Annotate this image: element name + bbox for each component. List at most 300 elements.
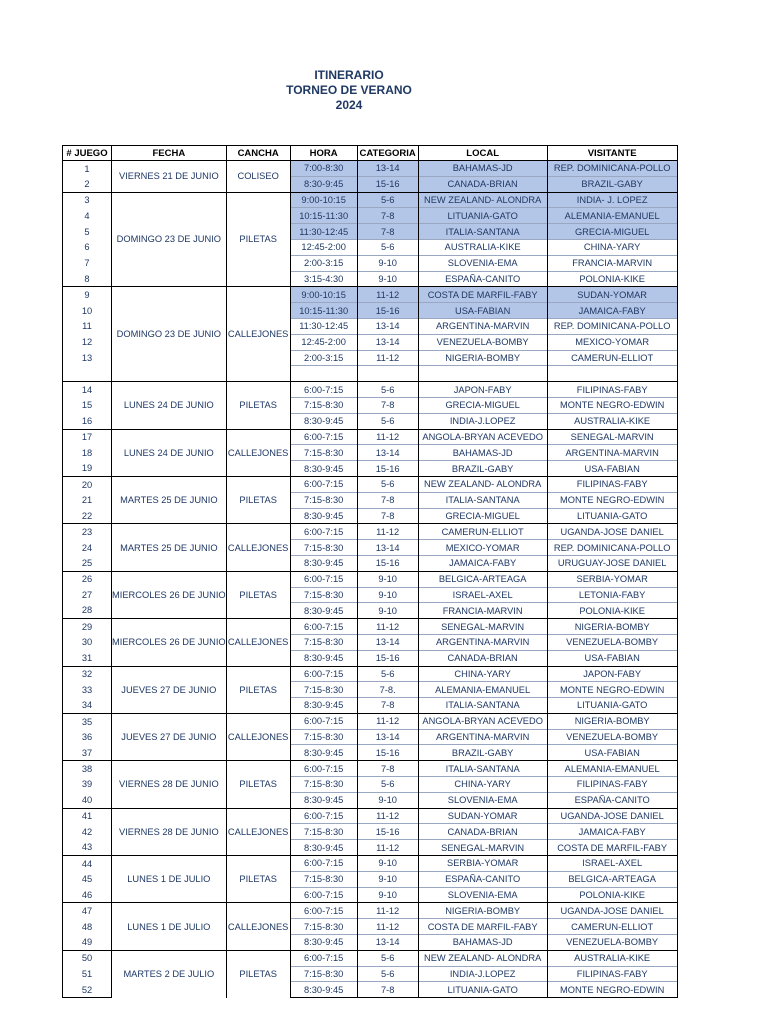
date-cell: LUNES 1 DE JULIO bbox=[112, 856, 227, 903]
local-team-cell: LITUANIA-GATO bbox=[418, 208, 547, 224]
game-number-cell: 42 bbox=[63, 824, 112, 840]
time-cell: 7:15-8:30 bbox=[290, 824, 357, 840]
local-team-cell: SUDAN-YOMAR bbox=[418, 808, 547, 824]
visitor-team-cell: POLONIA-KIKE bbox=[547, 603, 677, 619]
time-cell: 8:30-9:45 bbox=[290, 413, 357, 429]
local-team-cell: JAPON-FABY bbox=[418, 382, 547, 398]
game-number-cell: 18 bbox=[63, 445, 112, 461]
time-cell: 6:00-7:15 bbox=[290, 903, 357, 919]
game-number-cell: 16 bbox=[63, 413, 112, 429]
category-cell: 11-12 bbox=[357, 903, 418, 919]
time-cell: 7:15-8:30 bbox=[290, 777, 357, 793]
local-team-cell: COSTA DE MARFIL-FABY bbox=[418, 919, 547, 935]
game-number-cell: 28 bbox=[63, 603, 112, 619]
schedule-body bbox=[63, 161, 678, 998]
local-team-cell: NIGERIA-BOMBY bbox=[418, 903, 547, 919]
category-cell: 13-14 bbox=[357, 540, 418, 556]
visitor-team-cell: AUSTRALIA-KIKE bbox=[547, 950, 677, 966]
game-number-cell: 38 bbox=[63, 761, 112, 777]
game-number-cell: 14 bbox=[63, 382, 112, 398]
local-team-cell: JAMAICA-FABY bbox=[418, 555, 547, 571]
local-team-cell: CHINA-YARY bbox=[418, 777, 547, 793]
time-cell: 6:00-7:15 bbox=[290, 950, 357, 966]
game-number-cell: 20 bbox=[63, 476, 112, 492]
visitor-team-cell: POLONIA-KIKE bbox=[547, 887, 677, 903]
date-cell: LUNES 24 DE JUNIO bbox=[112, 429, 227, 476]
local-team-cell: VENEZUELA-BOMBY bbox=[418, 334, 547, 350]
court-cell: PILETAS bbox=[226, 571, 290, 618]
game-number-cell: 17 bbox=[63, 429, 112, 445]
time-cell: 3:15-4:30 bbox=[290, 271, 357, 287]
time-cell: 7:15-8:30 bbox=[290, 919, 357, 935]
time-cell: 10:15-11:30 bbox=[290, 303, 357, 319]
table-row bbox=[63, 856, 678, 872]
local-team-cell: ALEMANIA-EMANUEL bbox=[418, 682, 547, 698]
game-number-cell: 35 bbox=[63, 713, 112, 729]
game-number-cell: 30 bbox=[63, 634, 112, 650]
header-fecha: FECHA bbox=[112, 146, 227, 161]
date-cell: VIERNES 28 DE JUNIO bbox=[112, 761, 227, 808]
local-team-cell: ANGOLA-BRYAN ACEVEDO bbox=[418, 713, 547, 729]
category-cell: 13-14 bbox=[357, 445, 418, 461]
local-team-cell: CANADA-BRIAN bbox=[418, 176, 547, 192]
table-row bbox=[63, 666, 678, 682]
visitor-team-cell: FILIPINAS-FABY bbox=[547, 777, 677, 793]
category-cell: 11-12 bbox=[357, 919, 418, 935]
date-cell: MIERCOLES 26 DE JUNIO bbox=[112, 571, 227, 618]
category-cell: 5-6 bbox=[357, 950, 418, 966]
category-cell: 5-6 bbox=[357, 413, 418, 429]
category-cell: 9-10 bbox=[357, 571, 418, 587]
game-number-cell: 3 bbox=[63, 192, 112, 208]
game-number-cell: 21 bbox=[63, 492, 112, 508]
time-cell: 7:15-8:30 bbox=[290, 492, 357, 508]
time-cell: 6:00-7:15 bbox=[290, 429, 357, 445]
local-team-cell: USA-FABIAN bbox=[418, 303, 547, 319]
visitor-team-cell: FILIPINAS-FABY bbox=[547, 382, 677, 398]
game-number-cell: 47 bbox=[63, 903, 112, 919]
visitor-team-cell: SUDAN-YOMAR bbox=[547, 287, 677, 303]
category-cell: 9-10 bbox=[357, 255, 418, 271]
local-team-cell: NEW ZEALAND- ALONDRA bbox=[418, 950, 547, 966]
visitor-team-cell: UGANDA-JOSE DANIEL bbox=[547, 903, 677, 919]
table-row bbox=[63, 287, 678, 303]
visitor-team-cell: CAMERUN-ELLIOT bbox=[547, 919, 677, 935]
visitor-team-cell: CAMERUN-ELLIOT bbox=[547, 350, 677, 366]
category-cell: 15-16 bbox=[357, 461, 418, 477]
category-cell: 7-8 bbox=[357, 492, 418, 508]
local-team-cell: SLOVENIA-EMA bbox=[418, 792, 547, 808]
time-cell: 11:30-12:45 bbox=[290, 224, 357, 240]
game-number-cell: 26 bbox=[63, 571, 112, 587]
time-cell: 2:00-3:15 bbox=[290, 255, 357, 271]
court-cell: PILETAS bbox=[226, 950, 290, 997]
date-cell: MARTES 25 DE JUNIO bbox=[112, 476, 227, 523]
date-cell: DOMINGO 23 DE JUNIO bbox=[112, 287, 227, 382]
visitor-team-cell: MONTE NEGRO-EDWIN bbox=[547, 982, 677, 998]
category-cell: 5-6 bbox=[357, 239, 418, 255]
time-cell: 8:30-9:45 bbox=[290, 982, 357, 998]
table-row bbox=[63, 524, 678, 540]
visitor-team-cell: USA-FABIAN bbox=[547, 745, 677, 761]
header-cancha: CANCHA bbox=[226, 146, 290, 161]
local-team-cell: FRANCIA-MARVIN bbox=[418, 603, 547, 619]
visitor-team-cell: NIGERIA-BOMBY bbox=[547, 713, 677, 729]
court-cell: CALLEJONES bbox=[226, 903, 290, 950]
game-number-cell: 13 bbox=[63, 350, 112, 366]
local-team-cell: MEXICO-YOMAR bbox=[418, 540, 547, 556]
local-team-cell: ESPAÑA-CANITO bbox=[418, 871, 547, 887]
game-number-cell: 1 bbox=[63, 161, 112, 177]
game-number-cell: 8 bbox=[63, 271, 112, 287]
game-number-cell: 41 bbox=[63, 808, 112, 824]
court-cell: CALLEJONES bbox=[226, 524, 290, 571]
game-number-cell bbox=[63, 366, 112, 382]
time-cell: 8:30-9:45 bbox=[290, 698, 357, 714]
category-cell: 11-12 bbox=[357, 350, 418, 366]
time-cell: 7:15-8:30 bbox=[290, 587, 357, 603]
schedule-table bbox=[62, 145, 678, 998]
visitor-team-cell: COSTA DE MARFIL-FABY bbox=[547, 840, 677, 856]
visitor-team-cell: MONTE NEGRO-EDWIN bbox=[547, 397, 677, 413]
game-number-cell: 44 bbox=[63, 856, 112, 872]
time-cell: 6:00-7:15 bbox=[290, 619, 357, 635]
category-cell: 5-6 bbox=[357, 666, 418, 682]
category-cell: 7-8 bbox=[357, 208, 418, 224]
date-cell: LUNES 1 DE JULIO bbox=[112, 903, 227, 950]
game-number-cell: 43 bbox=[63, 840, 112, 856]
local-team-cell: ITALIA-SANTANA bbox=[418, 761, 547, 777]
local-team-cell: ARGENTINA-MARVIN bbox=[418, 634, 547, 650]
time-cell: 9:00-10:15 bbox=[290, 287, 357, 303]
visitor-team-cell: FILIPINAS-FABY bbox=[547, 966, 677, 982]
local-team-cell: ARGENTINA-MARVIN bbox=[418, 318, 547, 334]
local-team-cell bbox=[418, 366, 547, 382]
visitor-team-cell: POLONIA-KIKE bbox=[547, 271, 677, 287]
date-cell: JUEVES 27 DE JUNIO bbox=[112, 713, 227, 760]
visitor-team-cell: AUSTRALIA-KIKE bbox=[547, 413, 677, 429]
game-number-cell: 29 bbox=[63, 619, 112, 635]
category-cell bbox=[357, 366, 418, 382]
table-row bbox=[63, 476, 678, 492]
visitor-team-cell: REP. DOMINICANA-POLLO bbox=[547, 540, 677, 556]
local-team-cell: ESPAÑA-CANITO bbox=[418, 271, 547, 287]
local-team-cell: ARGENTINA-MARVIN bbox=[418, 729, 547, 745]
game-number-cell: 5 bbox=[63, 224, 112, 240]
game-number-cell: 52 bbox=[63, 982, 112, 998]
local-team-cell: INDIA-J.LOPEZ bbox=[418, 413, 547, 429]
visitor-team-cell: VENEZUELA-BOMBY bbox=[547, 634, 677, 650]
game-number-cell: 7 bbox=[63, 255, 112, 271]
category-cell: 13-14 bbox=[357, 318, 418, 334]
game-number-cell: 24 bbox=[63, 540, 112, 556]
time-cell: 7:15-8:30 bbox=[290, 729, 357, 745]
time-cell: 6:00-7:15 bbox=[290, 476, 357, 492]
local-team-cell: LITUANIA-GATO bbox=[418, 982, 547, 998]
game-number-cell: 50 bbox=[63, 950, 112, 966]
date-cell: MIERCOLES 26 DE JUNIO bbox=[112, 619, 227, 666]
time-cell: 7:15-8:30 bbox=[290, 397, 357, 413]
time-cell: 8:30-9:45 bbox=[290, 508, 357, 524]
game-number-cell: 10 bbox=[63, 303, 112, 319]
time-cell: 7:15-8:30 bbox=[290, 966, 357, 982]
visitor-team-cell: JAMAICA-FABY bbox=[547, 824, 677, 840]
date-cell: MARTES 2 DE JULIO bbox=[112, 950, 227, 997]
header-row bbox=[63, 146, 678, 161]
table-row bbox=[63, 950, 678, 966]
game-number-cell: 2 bbox=[63, 176, 112, 192]
visitor-team-cell: MEXICO-YOMAR bbox=[547, 334, 677, 350]
game-number-cell: 12 bbox=[63, 334, 112, 350]
category-cell: 7-8 bbox=[357, 761, 418, 777]
category-cell: 7-8 bbox=[357, 397, 418, 413]
category-cell: 9-10 bbox=[357, 271, 418, 287]
local-team-cell: BAHAMAS-JD bbox=[418, 445, 547, 461]
category-cell: 9-10 bbox=[357, 603, 418, 619]
visitor-team-cell: ESPAÑA-CANITO bbox=[547, 792, 677, 808]
local-team-cell: BAHAMAS-JD bbox=[418, 161, 547, 177]
category-cell: 7-8 bbox=[357, 508, 418, 524]
visitor-team-cell: BRAZIL-GABY bbox=[547, 176, 677, 192]
category-cell: 13-14 bbox=[357, 334, 418, 350]
header-categoria: CATEGORIA bbox=[357, 146, 418, 161]
visitor-team-cell: ISRAEL-AXEL bbox=[547, 856, 677, 872]
local-team-cell: CANADA-BRIAN bbox=[418, 650, 547, 666]
court-cell: CALLEJONES bbox=[226, 713, 290, 760]
category-cell: 11-12 bbox=[357, 619, 418, 635]
court-cell: PILETAS bbox=[226, 761, 290, 808]
local-team-cell: ISRAEL-AXEL bbox=[418, 587, 547, 603]
date-cell: VIERNES 21 DE JUNIO bbox=[112, 161, 227, 193]
category-cell: 7-8 bbox=[357, 982, 418, 998]
game-number-cell: 33 bbox=[63, 682, 112, 698]
title-line-2: TORNEO DE VERANO bbox=[286, 83, 412, 97]
court-cell: PILETAS bbox=[226, 666, 290, 713]
visitor-team-cell: REP. DOMINICANA-POLLO bbox=[547, 318, 677, 334]
game-number-cell: 45 bbox=[63, 871, 112, 887]
category-cell: 15-16 bbox=[357, 555, 418, 571]
visitor-team-cell: URUGUAY-JOSE DANIEL bbox=[547, 555, 677, 571]
title-line-1: ITINERARIO bbox=[314, 68, 384, 82]
local-team-cell: GRECIA-MIGUEL bbox=[418, 508, 547, 524]
time-cell: 6:00-7:15 bbox=[290, 571, 357, 587]
category-cell: 11-12 bbox=[357, 524, 418, 540]
category-cell: 5-6 bbox=[357, 192, 418, 208]
game-number-cell: 32 bbox=[63, 666, 112, 682]
court-cell: PILETAS bbox=[226, 192, 290, 287]
visitor-team-cell: ALEMANIA-EMANUEL bbox=[547, 761, 677, 777]
document-title bbox=[0, 68, 698, 113]
date-cell: LUNES 24 DE JUNIO bbox=[112, 382, 227, 429]
game-number-cell: 15 bbox=[63, 397, 112, 413]
time-cell: 11:30-12:45 bbox=[290, 318, 357, 334]
local-team-cell: SENEGAL-MARVIN bbox=[418, 619, 547, 635]
visitor-team-cell: VENEZUELA-BOMBY bbox=[547, 729, 677, 745]
category-cell: 11-12 bbox=[357, 429, 418, 445]
category-cell: 9-10 bbox=[357, 587, 418, 603]
court-cell: CALLEJONES bbox=[226, 808, 290, 855]
time-cell: 6:00-7:15 bbox=[290, 808, 357, 824]
game-number-cell: 31 bbox=[63, 650, 112, 666]
time-cell: 8:30-9:45 bbox=[290, 461, 357, 477]
visitor-team-cell: INDIA- J. LOPEZ bbox=[547, 192, 677, 208]
table-row bbox=[63, 808, 678, 824]
time-cell: 7:15-8:30 bbox=[290, 871, 357, 887]
time-cell: 8:30-9:45 bbox=[290, 650, 357, 666]
local-team-cell: GRECIA-MIGUEL bbox=[418, 397, 547, 413]
category-cell: 13-14 bbox=[357, 634, 418, 650]
court-cell: PILETAS bbox=[226, 382, 290, 429]
local-team-cell: CAMERUN-ELLIOT bbox=[418, 524, 547, 540]
visitor-team-cell: CHINA-YARY bbox=[547, 239, 677, 255]
date-cell: DOMINGO 23 DE JUNIO bbox=[112, 192, 227, 287]
time-cell: 8:30-9:45 bbox=[290, 555, 357, 571]
time-cell: 7:15-8:30 bbox=[290, 682, 357, 698]
local-team-cell: SENEGAL-MARVIN bbox=[418, 840, 547, 856]
category-cell: 15-16 bbox=[357, 650, 418, 666]
title-line-3: 2024 bbox=[335, 98, 363, 112]
time-cell: 6:00-7:15 bbox=[290, 761, 357, 777]
game-number-cell: 27 bbox=[63, 587, 112, 603]
visitor-team-cell: LITUANIA-GATO bbox=[547, 508, 677, 524]
visitor-team-cell: USA-FABIAN bbox=[547, 461, 677, 477]
time-cell: 7:15-8:30 bbox=[290, 445, 357, 461]
game-number-cell: 37 bbox=[63, 745, 112, 761]
visitor-team-cell: LETONIA-FABY bbox=[547, 587, 677, 603]
table-row bbox=[63, 619, 678, 635]
local-team-cell: SLOVENIA-EMA bbox=[418, 887, 547, 903]
game-number-cell: 51 bbox=[63, 966, 112, 982]
game-number-cell: 6 bbox=[63, 239, 112, 255]
game-number-cell: 11 bbox=[63, 318, 112, 334]
category-cell: 5-6 bbox=[357, 382, 418, 398]
visitor-team-cell bbox=[547, 366, 677, 382]
game-number-cell: 9 bbox=[63, 287, 112, 303]
local-team-cell: BRAZIL-GABY bbox=[418, 461, 547, 477]
visitor-team-cell: JAMAICA-FABY bbox=[547, 303, 677, 319]
time-cell bbox=[290, 366, 357, 382]
visitor-team-cell: BELGICA-ARTEAGA bbox=[547, 871, 677, 887]
table-row bbox=[63, 571, 678, 587]
category-cell: 11-12 bbox=[357, 287, 418, 303]
game-number-cell: 36 bbox=[63, 729, 112, 745]
time-cell: 6:00-7:15 bbox=[290, 887, 357, 903]
visitor-team-cell: ARGENTINA-MARVIN bbox=[547, 445, 677, 461]
category-cell: 15-16 bbox=[357, 303, 418, 319]
visitor-team-cell: REP. DOMINICANA-POLLO bbox=[547, 161, 677, 177]
header-hora: HORA bbox=[290, 146, 357, 161]
local-team-cell: ITALIA-SANTANA bbox=[418, 698, 547, 714]
local-team-cell: CHINA-YARY bbox=[418, 666, 547, 682]
time-cell: 8:30-9:45 bbox=[290, 935, 357, 951]
game-number-cell: 23 bbox=[63, 524, 112, 540]
local-team-cell: BELGICA-ARTEAGA bbox=[418, 571, 547, 587]
local-team-cell: SERBIA-YOMAR bbox=[418, 856, 547, 872]
time-cell: 8:30-9:45 bbox=[290, 176, 357, 192]
table-row bbox=[63, 429, 678, 445]
visitor-team-cell: FRANCIA-MARVIN bbox=[547, 255, 677, 271]
table-row bbox=[63, 761, 678, 777]
table-row bbox=[63, 713, 678, 729]
date-cell: JUEVES 27 DE JUNIO bbox=[112, 666, 227, 713]
visitor-team-cell: VENEZUELA-BOMBY bbox=[547, 935, 677, 951]
local-team-cell: ANGOLA-BRYAN ACEVEDO bbox=[418, 429, 547, 445]
category-cell: 15-16 bbox=[357, 824, 418, 840]
time-cell: 2:00-3:15 bbox=[290, 350, 357, 366]
category-cell: 13-14 bbox=[357, 935, 418, 951]
visitor-team-cell: SERBIA-YOMAR bbox=[547, 571, 677, 587]
game-number-cell: 25 bbox=[63, 555, 112, 571]
time-cell: 12:45-2:00 bbox=[290, 334, 357, 350]
court-cell: PILETAS bbox=[226, 856, 290, 903]
header-local: LOCAL bbox=[418, 146, 547, 161]
court-cell: CALLEJONES bbox=[226, 287, 290, 382]
game-number-cell: 34 bbox=[63, 698, 112, 714]
time-cell: 7:15-8:30 bbox=[290, 634, 357, 650]
time-cell: 6:00-7:15 bbox=[290, 713, 357, 729]
category-cell: 15-16 bbox=[357, 745, 418, 761]
visitor-team-cell: SENEGAL-MARVIN bbox=[547, 429, 677, 445]
local-team-cell: AUSTRALIA-KIKE bbox=[418, 239, 547, 255]
visitor-team-cell: ALEMANIA-EMANUEL bbox=[547, 208, 677, 224]
header-visitante: VISITANTE bbox=[547, 146, 677, 161]
visitor-team-cell: FILIPINAS-FABY bbox=[547, 476, 677, 492]
category-cell: 9-10 bbox=[357, 871, 418, 887]
time-cell: 7:15-8:30 bbox=[290, 540, 357, 556]
time-cell: 8:30-9:45 bbox=[290, 603, 357, 619]
game-number-cell: 19 bbox=[63, 461, 112, 477]
header-juego: # JUEGO bbox=[63, 146, 112, 161]
table-row bbox=[63, 161, 678, 177]
table-row bbox=[63, 382, 678, 398]
local-team-cell: SLOVENIA-EMA bbox=[418, 255, 547, 271]
category-cell: 9-10 bbox=[357, 887, 418, 903]
table-row bbox=[63, 192, 678, 208]
game-number-cell: 46 bbox=[63, 887, 112, 903]
category-cell: 7-8 bbox=[357, 224, 418, 240]
time-cell: 10:15-11:30 bbox=[290, 208, 357, 224]
time-cell: 6:00-7:15 bbox=[290, 666, 357, 682]
court-cell: PILETAS bbox=[226, 476, 290, 523]
category-cell: 11-12 bbox=[357, 713, 418, 729]
category-cell: 5-6 bbox=[357, 777, 418, 793]
time-cell: 6:00-7:15 bbox=[290, 524, 357, 540]
visitor-team-cell: JAPON-FABY bbox=[547, 666, 677, 682]
game-number-cell: 49 bbox=[63, 935, 112, 951]
category-cell: 13-14 bbox=[357, 729, 418, 745]
game-number-cell: 40 bbox=[63, 792, 112, 808]
date-cell: VIERNES 28 DE JUNIO bbox=[112, 808, 227, 855]
local-team-cell: ITALIA-SANTANA bbox=[418, 224, 547, 240]
local-team-cell: COSTA DE MARFIL-FABY bbox=[418, 287, 547, 303]
visitor-team-cell: MONTE NEGRO-EDWIN bbox=[547, 492, 677, 508]
time-cell: 8:30-9:45 bbox=[290, 792, 357, 808]
category-cell: 11-12 bbox=[357, 808, 418, 824]
visitor-team-cell: USA-FABIAN bbox=[547, 650, 677, 666]
category-cell: 7-8 bbox=[357, 698, 418, 714]
time-cell: 8:30-9:45 bbox=[290, 840, 357, 856]
category-cell: 13-14 bbox=[357, 161, 418, 177]
local-team-cell: NEW ZEALAND- ALONDRA bbox=[418, 192, 547, 208]
court-cell: CALLEJONES bbox=[226, 619, 290, 666]
table-row bbox=[63, 903, 678, 919]
visitor-team-cell: UGANDA-JOSE DANIEL bbox=[547, 524, 677, 540]
court-cell: CALLEJONES bbox=[226, 429, 290, 476]
time-cell: 12:45-2:00 bbox=[290, 239, 357, 255]
local-team-cell: CANADA-BRIAN bbox=[418, 824, 547, 840]
local-team-cell: INDIA-J.LOPEZ bbox=[418, 966, 547, 982]
time-cell: 8:30-9:45 bbox=[290, 745, 357, 761]
